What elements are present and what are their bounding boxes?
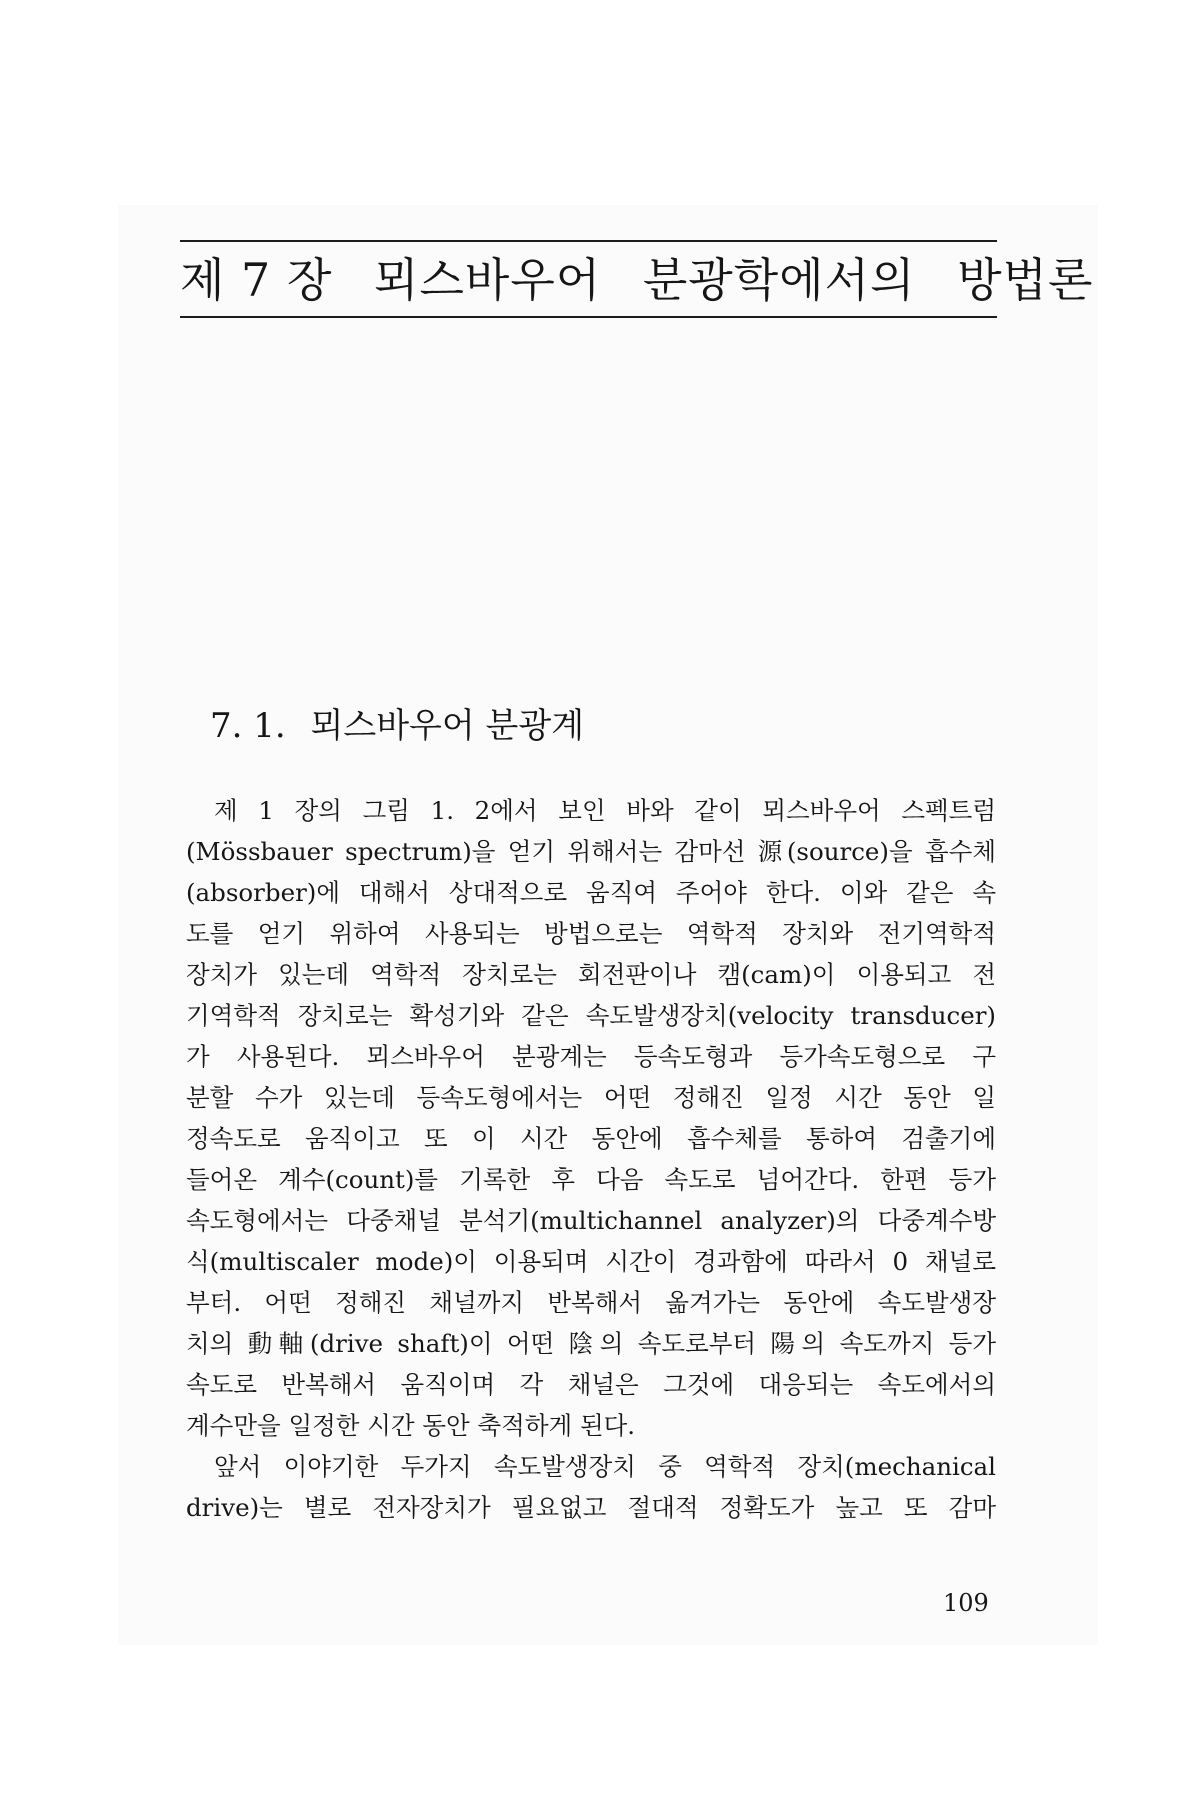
body-line: 계수만을 일정한 시간 동안 축적하게 된다. [186,1411,636,1440]
section-number: 7. 1. [210,706,286,746]
chapter-bottom-rule [180,316,997,318]
body-line: 분할 수가 있는데 등속도형에서는 어떤 정해진 일정 시간 동안 일 [186,1083,996,1112]
body-line: 부터. 어떤 정해진 채널까지 반복해서 옮겨가는 동안에 속도발생장 [186,1288,996,1317]
section-heading [210,704,584,748]
body-line: 가 사용된다. 뫼스바우어 분광계는 등속도형과 등가속도형으로 구 [186,1042,996,1071]
body-line: 속도로 반복해서 움직이며 각 채널은 그것에 대응되는 속도에서의 [186,1370,996,1399]
body-line: 식(multiscaler mode)이 이용되며 시간이 경과함에 따라서 0 채널로 [186,1247,996,1276]
body-line: 앞서 이야기한 두가지 속도발생장치 중 역학적 장치(mechanical [214,1452,996,1481]
chapter-title-word: 분광학에서의 [642,253,916,307]
chapter-title [180,250,1094,310]
section-title: 뫼스바우어 분광계 [310,706,585,746]
body-line: 들어온 계수(count)를 기록한 후 다음 속도로 넘어간다. 한편 등가 [186,1165,996,1194]
body-line: 속도형에서는 다중채널 분석기(multichannel analyzer)의 다중계수방 [186,1206,996,1235]
body-line: 도를 얻기 위하여 사용되는 방법으로는 역학적 장치와 전기역학적 [186,919,996,948]
body-line: 제 1 장의 그림 1. 2에서 보인 바와 같이 뫼스바우어 스펙트럼 [214,796,996,825]
body-line: 치의 動軸(drive shaft)이 어떤 陰의 속도로부터 陽의 속도까지 등가 [186,1329,996,1358]
body-line: (Mössbauer spectrum)을 얻기 위해서는 감마선 源(source)을 흡수체 [186,837,996,866]
body-text [186,790,996,1528]
chapter-title-word: 방법론 [957,253,1094,307]
chapter-top-rule [180,240,997,242]
body-line: (absorber)에 대해서 상대적으로 움직여 주어야 한다. 이와 같은 속 [186,878,996,907]
chapter-title-word: 뫼스바우어 [374,253,602,307]
body-line: 장치가 있는데 역학적 장치로는 회전판이나 캠(cam)이 이용되고 전 [186,960,996,989]
body-line: 기역학적 장치로는 확성기와 같은 속도발생장치(velocity transducer) [186,1001,996,1030]
body-line: 정속도로 움직이고 또 이 시간 동안에 흡수체를 통하여 검출기에 [186,1124,996,1153]
body-line: drive)는 별로 전자장치가 필요없고 절대적 정확도가 높고 또 감마 [186,1493,996,1522]
page-number: 109 [943,1589,989,1617]
chapter-label: 제 7 장 [180,253,333,307]
